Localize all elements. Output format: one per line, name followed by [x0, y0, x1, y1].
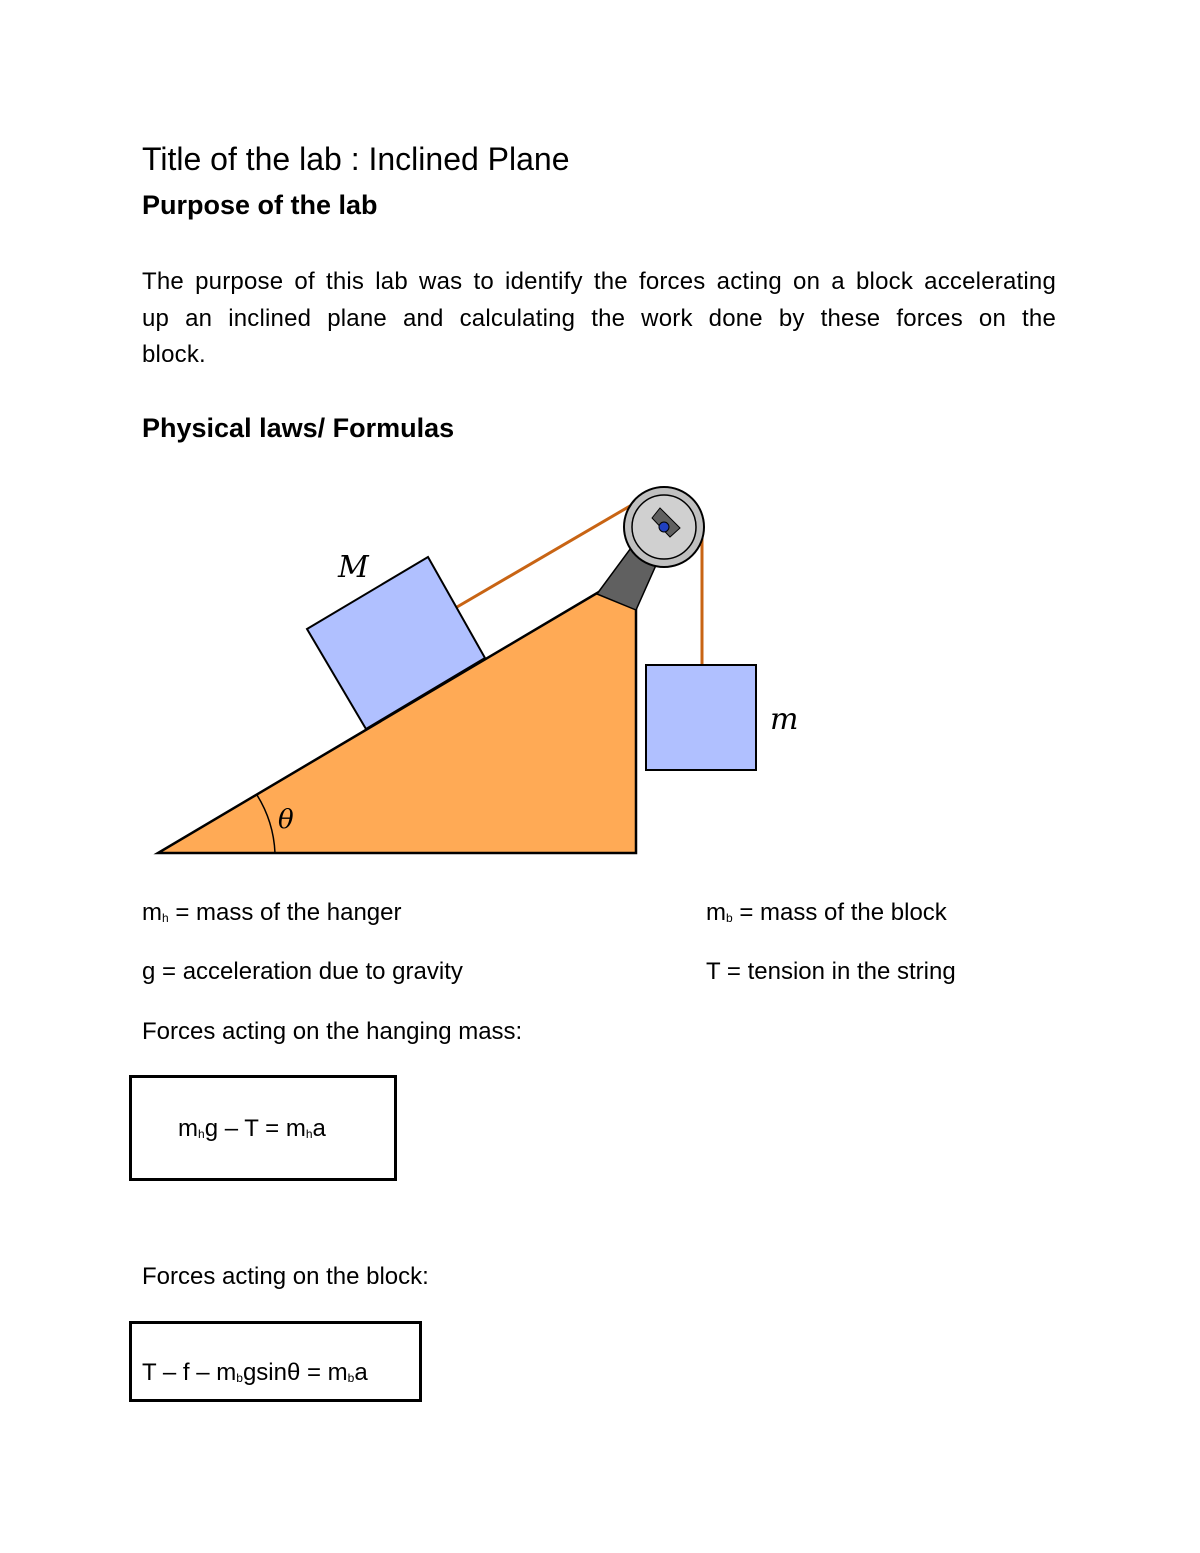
angle-label: θ	[278, 805, 294, 835]
block-M-label: M	[338, 550, 369, 585]
eq-part: a	[354, 1359, 368, 1386]
def-subscript: h	[162, 911, 169, 925]
eq-subscript: h	[198, 1127, 205, 1141]
hanging-mass-equation-box	[129, 1075, 397, 1181]
eq-subscript: b	[236, 1371, 243, 1385]
definition-tension: T = tension in the string	[706, 958, 956, 985]
eq-part: gsinθ = m	[242, 1359, 348, 1386]
eq-subscript: h	[305, 1127, 313, 1141]
purpose-heading: Purpose of the lab	[142, 190, 378, 220]
block-equation	[142, 1359, 368, 1387]
definition-block-mass	[706, 899, 947, 927]
def-symbol: m	[142, 899, 162, 926]
block-equation-box	[129, 1321, 422, 1402]
laws-heading: Physical laws/ Formulas	[142, 413, 455, 443]
eq-part: m	[178, 1115, 198, 1142]
def-text: = mass of the hanger	[168, 899, 402, 926]
eq-part: g – T = m	[204, 1115, 306, 1142]
page-title: Title of the lab : Inclined Plane	[142, 141, 570, 177]
hanging-mass	[646, 665, 756, 770]
inclined-plane-diagram	[0, 470, 900, 870]
def-subscript: b	[726, 911, 733, 925]
purpose-paragraph: The purpose of this lab was to identify the forces acting on a block accelerating up an inclined plane and calculating the work done by these forces on the block.	[142, 268, 1056, 368]
definition-hanger-mass	[142, 899, 402, 927]
eq-part: T – f – m	[142, 1359, 237, 1386]
hanging-mass-label: m	[770, 702, 799, 737]
pulley-axle	[659, 522, 669, 532]
def-symbol: m	[706, 899, 726, 926]
definition-gravity: g = acceleration due to gravity	[142, 958, 463, 985]
def-text: = mass of the block	[732, 899, 947, 926]
hanging-mass-equation	[178, 1115, 326, 1143]
hanging-mass-heading: Forces acting on the hanging mass:	[142, 1018, 523, 1045]
eq-subscript: b	[347, 1371, 355, 1385]
eq-part: a	[312, 1115, 326, 1142]
block-forces-heading: Forces acting on the block:	[142, 1263, 429, 1290]
